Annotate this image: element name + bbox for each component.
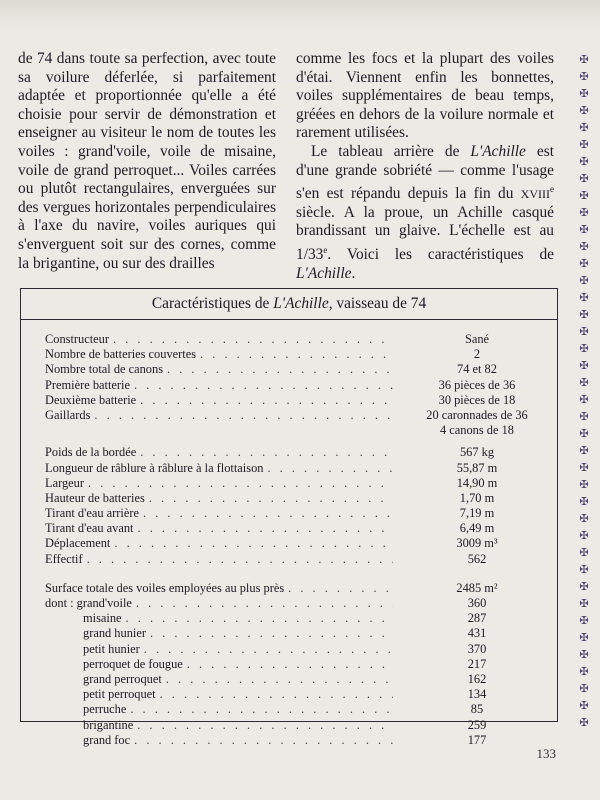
right-paragraph-1: comme les focs et la plupart des voiles d'étai. Viennent enfin les bonnettes, voiles supplémentaires de beau temps, gréées en dehors de la voilure normale et rarement utilisées.: [296, 50, 554, 142]
spec-row: [45, 657, 557, 672]
spec-row: [45, 423, 557, 438]
cross-ornament-icon: ✠: [579, 326, 589, 338]
spec-label: brigantine: [83, 717, 134, 732]
scale-value: 1/33: [296, 246, 324, 264]
text-run: siècle. A la proue, un Achille casqué brandissant un glaive. L'échelle est au: [296, 203, 554, 240]
leader-dots: [200, 347, 393, 362]
title-run: Caractéristiques de: [151, 295, 274, 312]
spec-row: [45, 687, 557, 702]
spec-label: Surface totale des voiles employées au plus près: [45, 580, 285, 595]
spec-label: perroquet de fougue: [83, 656, 183, 671]
spec-row: [45, 718, 557, 733]
spec-row: [45, 393, 557, 408]
spec-label: Poids de la bordée: [45, 445, 137, 460]
cross-ornament-icon: ✠: [579, 122, 589, 134]
leader-dots: [87, 552, 393, 567]
spec-row: [45, 378, 557, 393]
text-run: est d'une grande sobriété — comme l'usage s'en est répandu depuis la fin du: [296, 142, 554, 203]
spec-value: 6,49 m: [459, 521, 495, 536]
leader-dots: [94, 408, 393, 423]
spec-row: [45, 506, 557, 521]
leader-dots: [140, 445, 393, 460]
leader-dots: [137, 718, 393, 733]
spec-row: [45, 362, 557, 377]
cross-ornament-icon: ✠: [579, 666, 589, 678]
cross-ornament-icon: ✠: [579, 377, 589, 389]
leader-dots: [150, 626, 393, 641]
spec-label: grand perroquet: [83, 671, 162, 686]
spec-row: [45, 596, 557, 611]
spec-label: Longueur de râblure à râblure à la flottaison: [45, 460, 264, 475]
spec-label: Gaillards: [45, 407, 91, 422]
page-number: 133: [536, 746, 556, 761]
cross-ornament-icon: ✠: [579, 615, 589, 627]
spec-label: dont : grand'voile: [45, 596, 132, 610]
leader-dots: [166, 672, 393, 687]
spec-value: 259: [467, 717, 487, 732]
cross-ornament-icon: ✠: [579, 105, 589, 117]
leader-dots: [187, 657, 393, 672]
page-shadow: [0, 0, 600, 30]
spec-row: [45, 347, 557, 362]
cross-ornament-icon: ✠: [579, 343, 589, 355]
spec-gap: [45, 574, 557, 581]
leader-dots: [126, 611, 393, 626]
cross-ornament-icon: ✠: [579, 88, 589, 100]
spec-label: misaine: [83, 611, 122, 626]
cross-ornament-icon: ✠: [579, 54, 589, 66]
century-numeral: XVIII: [520, 187, 550, 202]
decorative-border: [574, 52, 594, 732]
cross-ornament-icon: ✠: [579, 462, 589, 474]
leader-dots: [288, 581, 393, 596]
spec-value: 562: [467, 551, 487, 566]
leader-dots: [149, 491, 393, 506]
leader-dots: [143, 506, 393, 521]
right-column: [296, 50, 554, 283]
spec-value: 287: [467, 611, 487, 626]
spec-value: 20 caronnades de 36: [426, 407, 528, 422]
cross-ornament-icon: ✠: [579, 190, 589, 202]
spec-row: [45, 445, 557, 460]
left-column: [18, 50, 276, 273]
leader-dots: [113, 332, 393, 347]
spec-value: 74 et 82: [457, 362, 497, 377]
spec-row: [45, 332, 557, 347]
cross-ornament-icon: ✠: [579, 700, 589, 712]
spec-row: [45, 626, 557, 641]
spec-label: Deuxième batterie: [45, 392, 137, 407]
cross-ornament-icon: ✠: [579, 496, 589, 508]
spec-value: 7,19 m: [459, 506, 495, 521]
spec-gap: [45, 438, 557, 445]
spec-value: 14,90 m: [456, 475, 498, 490]
cross-ornament-icon: ✠: [579, 173, 589, 185]
leader-dots: [49, 423, 393, 438]
cross-ornament-icon: ✠: [579, 156, 589, 168]
cross-ornament-icon: ✠: [579, 360, 589, 372]
spec-row: [45, 461, 557, 476]
spec-value: 2485 m²: [456, 580, 498, 595]
cross-ornament-icon: ✠: [579, 207, 589, 219]
spec-value: 4 canons de 18: [440, 423, 514, 438]
leader-dots: [167, 362, 393, 377]
leader-dots: [114, 536, 393, 551]
cross-ornament-icon: ✠: [579, 683, 589, 695]
cross-ornament-icon: ✠: [579, 275, 589, 287]
leader-dots: [140, 393, 393, 408]
spec-row: [45, 611, 557, 626]
cross-ornament-icon: ✠: [579, 564, 589, 576]
spec-value: 3009 m³: [456, 536, 498, 551]
cross-ornament-icon: ✠: [579, 445, 589, 457]
spec-gap: [45, 567, 557, 574]
right-paragraph-2: [296, 143, 554, 283]
spec-value: 85: [470, 702, 484, 717]
spec-value: 177: [467, 732, 487, 747]
spec-value: 217: [467, 656, 487, 671]
spec-value: 1,70 m: [459, 490, 495, 505]
spec-value: 2: [473, 347, 481, 362]
spec-value: 55,87 m: [456, 460, 498, 475]
left-column-text: de 74 dans toute sa perfection, avec toute sa voilure déferlée, si parfaitement adaptée et proportionnée qu'elle a été choisie pour servir de démonstration et enseigner au visiteur le nom de toutes les voiles : grand'voile, voile de misaine, voile de grand perroquet... Voiles carrées ou plutôt rectangulaires, enverguées sur des vergues horizontales perpendiculaires à l'axe du navire, voiles auriques qui s'enverguent soit sur des cornes, comme la brigantine, ou sur des drailles: [18, 50, 276, 272]
spec-row: [45, 552, 557, 567]
cross-ornament-icon: ✠: [579, 139, 589, 151]
leader-dots: [136, 596, 393, 611]
text-run: . Voici les caractéristiques de: [327, 246, 554, 264]
cross-ornament-icon: ✠: [579, 547, 589, 559]
spec-label: grand foc: [83, 732, 131, 747]
text-run: .: [351, 264, 356, 282]
leader-dots: [160, 687, 393, 702]
spec-label: petit perroquet: [83, 687, 156, 702]
title-run: , vaisseau de 74: [328, 295, 427, 312]
spec-label: Hauteur de batteries: [45, 490, 145, 505]
cross-ornament-icon: ✠: [579, 598, 589, 610]
spec-label: Constructeur: [45, 332, 110, 346]
spec-row: [45, 521, 557, 536]
leader-dots: [267, 461, 393, 476]
cross-ornament-icon: ✠: [579, 479, 589, 491]
spec-label: perruche: [83, 702, 127, 717]
spec-label: Nombre de batteries couvertes: [45, 347, 197, 362]
spec-row: [45, 672, 557, 687]
cross-ornament-icon: ✠: [579, 292, 589, 304]
cross-ornament-icon: ✠: [579, 649, 589, 661]
spec-label: Déplacement: [45, 536, 111, 551]
spec-label: Largeur: [45, 475, 84, 490]
spec-value: 162: [467, 671, 487, 686]
spec-value: 431: [467, 626, 487, 641]
cross-ornament-icon: ✠: [579, 632, 589, 644]
cross-ornament-icon: ✠: [579, 224, 589, 236]
cross-ornament-icon: ✠: [579, 309, 589, 321]
cross-ornament-icon: ✠: [579, 428, 589, 440]
scale-sup: e: [323, 245, 328, 256]
spec-label: Nombre total de canons: [45, 362, 164, 377]
spec-row: [45, 491, 557, 506]
leader-dots: [144, 642, 393, 657]
spec-value: 134: [467, 687, 487, 702]
leader-dots: [88, 476, 393, 491]
cross-ornament-icon: ✠: [579, 394, 589, 406]
cross-ornament-icon: ✠: [579, 258, 589, 270]
cross-ornament-icon: ✠: [579, 241, 589, 253]
cross-ornament-icon: ✠: [579, 581, 589, 593]
spec-row: [45, 536, 557, 551]
leader-dots: [134, 733, 393, 748]
spec-label: Tirant d'eau arrière: [45, 506, 139, 521]
cross-ornament-icon: ✠: [579, 513, 589, 525]
cross-ornament-icon: ✠: [579, 530, 589, 542]
ship-name: L'Achille: [296, 264, 352, 282]
spec-value: Sané: [464, 332, 490, 346]
spec-table: [20, 288, 558, 747]
century-sup: e: [550, 184, 554, 195]
spec-label: petit hunier: [83, 641, 140, 656]
spec-value: 360: [467, 596, 487, 610]
spec-row: [45, 642, 557, 657]
leader-dots: [134, 378, 393, 393]
spec-label: Première batterie: [45, 377, 130, 392]
spec-row: [45, 476, 557, 491]
spec-label: Tirant d'eau avant: [45, 521, 134, 536]
leader-dots: [130, 702, 393, 717]
spec-value: 30 pièces de 18: [438, 392, 516, 407]
leader-dots: [138, 521, 394, 536]
spec-label: grand hunier: [83, 626, 146, 641]
spec-row: [45, 702, 557, 717]
cross-ornament-icon: ✠: [579, 71, 589, 83]
spec-value: 36 pièces de 36: [438, 377, 516, 392]
title-ship-name: L'Achille: [273, 295, 329, 312]
spec-row: [45, 733, 557, 748]
spec-label: Effectif: [45, 551, 83, 566]
ship-name: L'Achille: [470, 142, 526, 160]
spec-table-body: [21, 320, 557, 748]
spec-value: 567 kg: [459, 445, 495, 460]
spec-row: [45, 408, 557, 423]
spec-value: 370: [467, 641, 487, 656]
cross-ornament-icon: ✠: [579, 717, 589, 729]
spec-row: [45, 581, 557, 596]
text-run: Le tableau arrière de: [311, 142, 471, 160]
cross-ornament-icon: ✠: [579, 411, 589, 423]
spec-table-title: [21, 289, 557, 320]
